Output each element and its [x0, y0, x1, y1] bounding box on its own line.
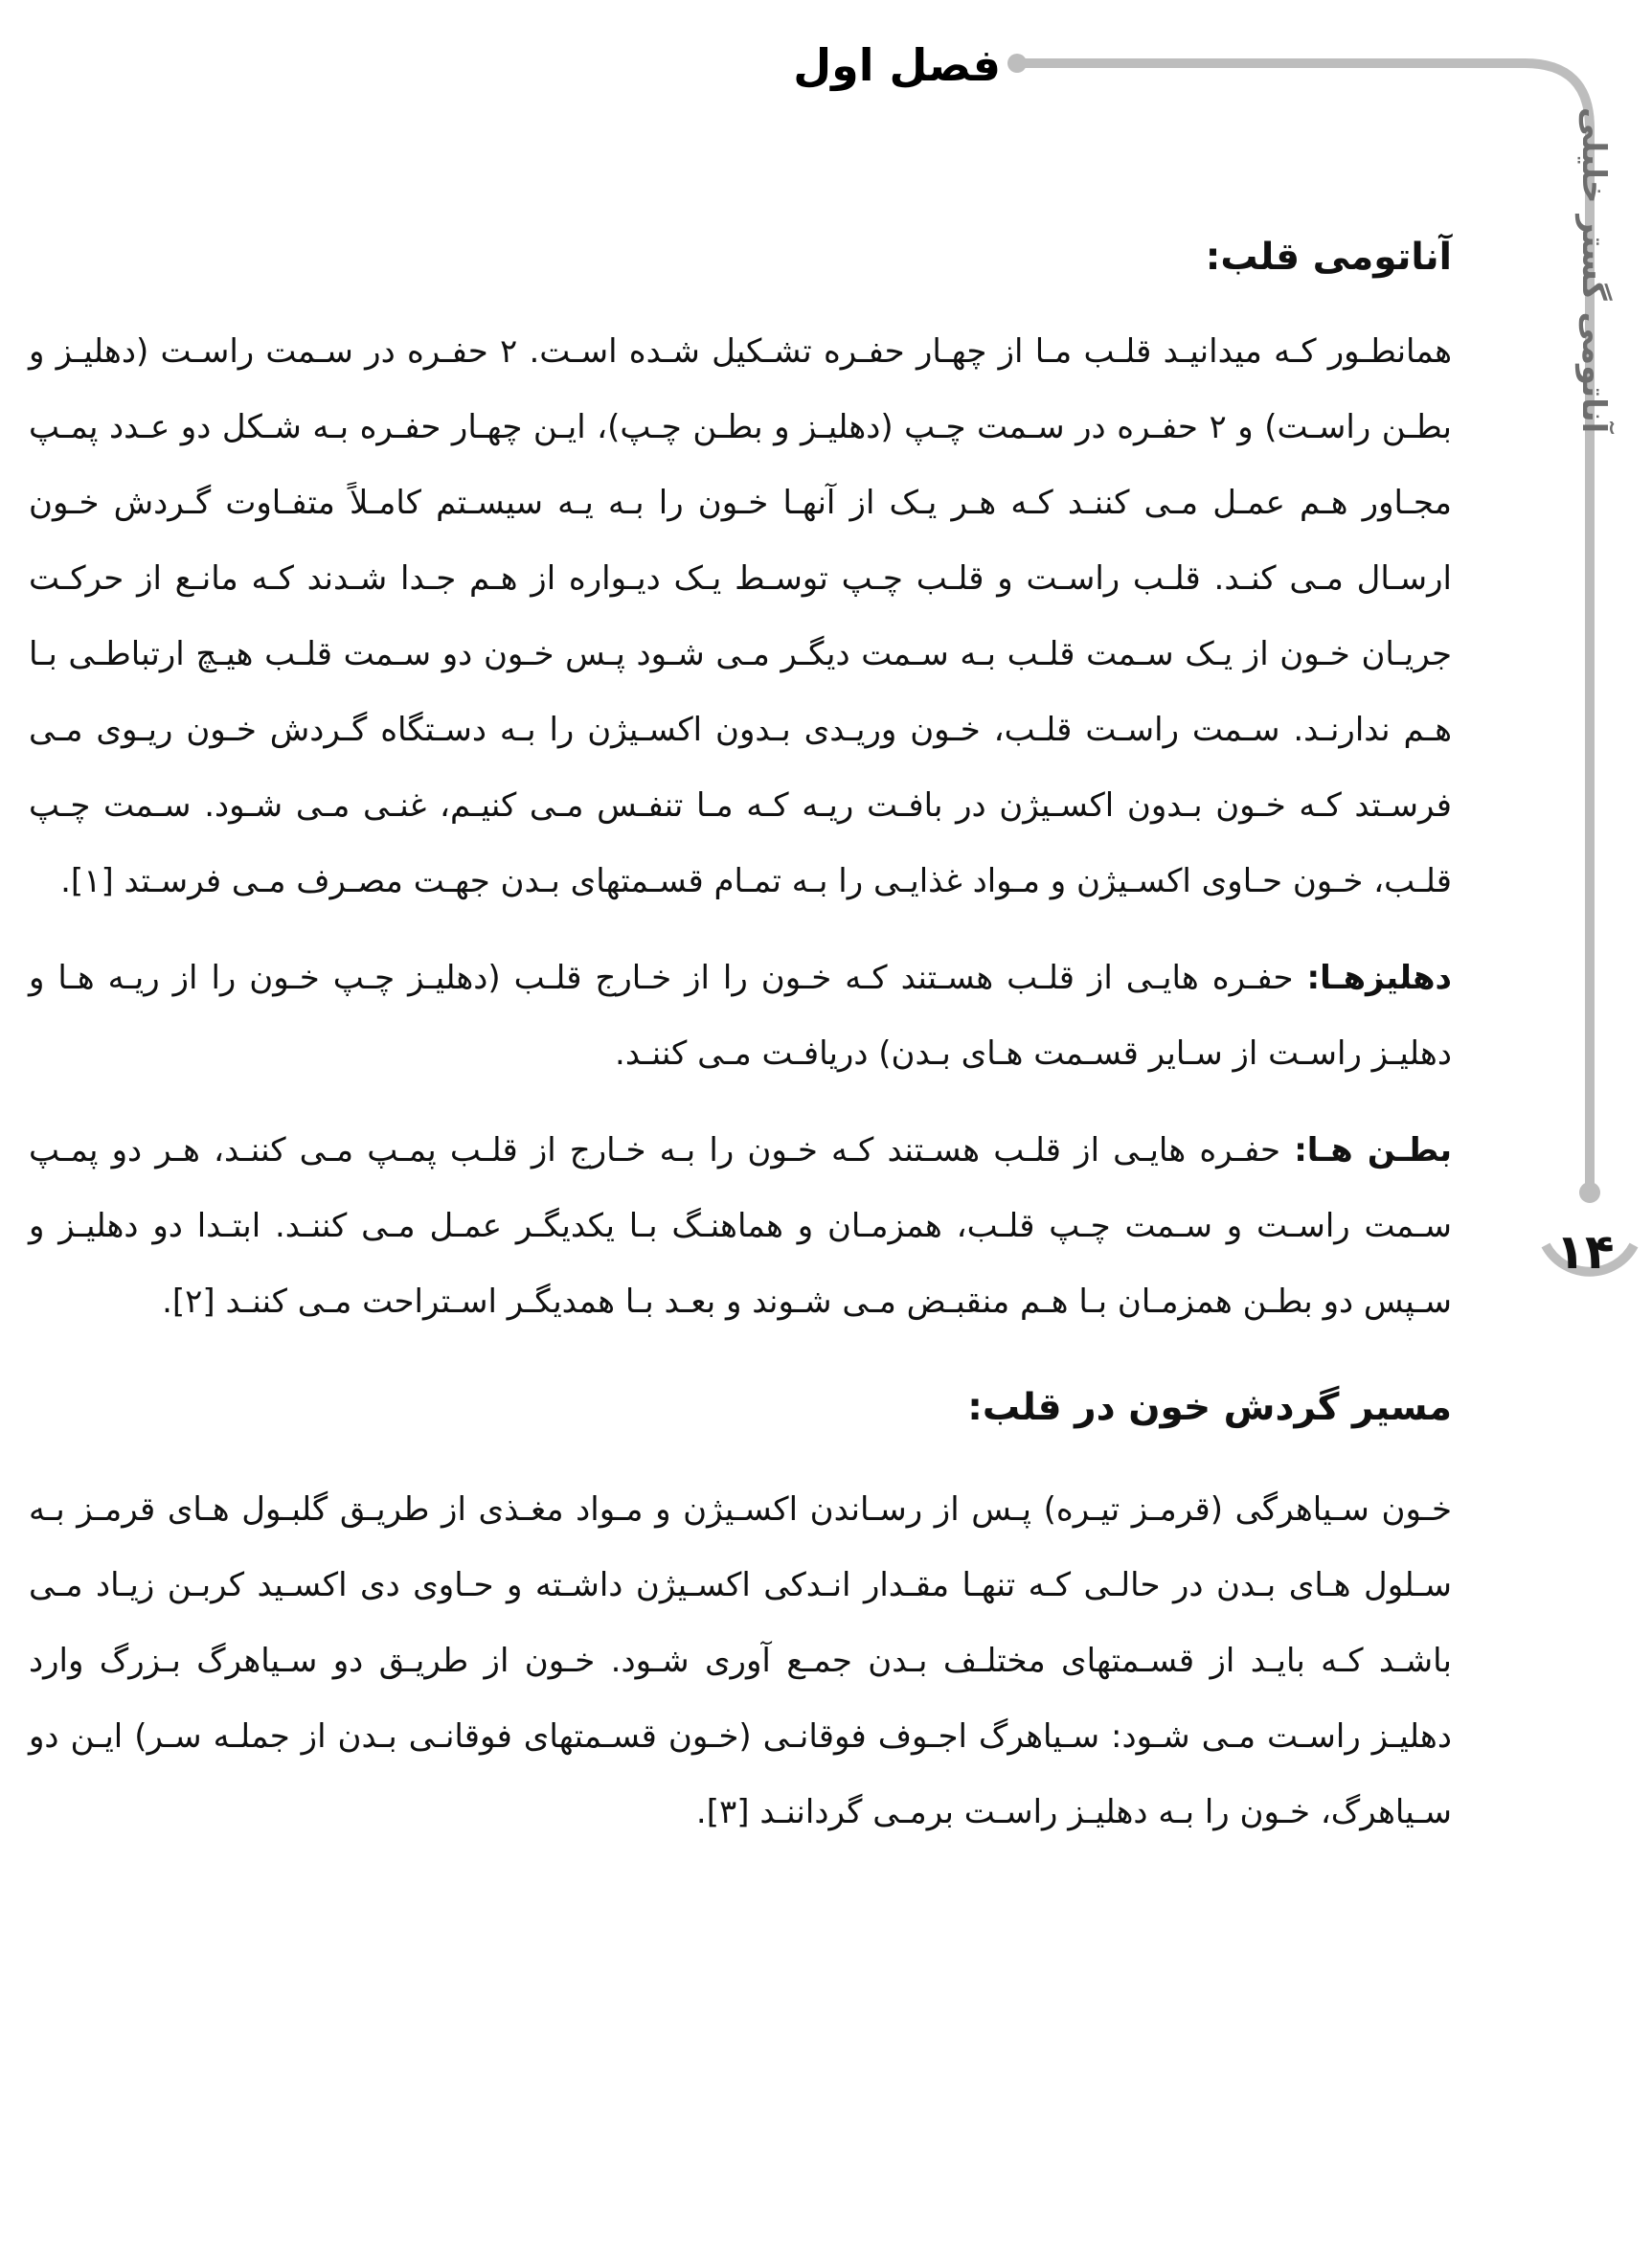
term-atria: دهلیزهـا: — [1306, 959, 1452, 997]
side-rail-dot — [1579, 1182, 1600, 1203]
section-heading-blood-circulation: مسیر گردش خون در قلب: — [967, 1386, 1452, 1429]
page-content — [29, 218, 1452, 1851]
paragraph-ventricles — [29, 1113, 1452, 1340]
definition-atria: حفـره هایـی از قلـب هسـتند کـه خـون را از خـارج قلـب (دهلیـز چـپ خـون را از ریـه هـا و دهلیـز راسـت از سـایر قسـمت هـای بـدن) دریافـت مـی کننـد. — [29, 959, 1452, 1073]
running-book-title: آناتومی گستر خلیلی — [1574, 106, 1613, 433]
paragraph-blood-circulation: خـون سـیاهرگی (قرمـز تیـره) پـس از رسـاندن اکسـیژن و مـواد مغـذی از طریـق گلبـول هـای قرمـز بـه سـلول هـای بـدن در حالـی کـه تنهـا مقـدار انـدکی اکسـیژن داشـته و حـاوی دی اکسـید کربـن زیـاد مـی باشـد کـه بایـد از قسـمتهای مختلـف بـدن جمـع آوری شـود. خـون از طریـق دو سـیاهرگ بـزرگ وارد دهلیـز راسـت مـی شـود: سـیاهرگ اجـوف فوقانـی (خـون قسـمتهای فوقانـی بـدن از جملـه سـر) ایـن دو سـیاهرگ، خـون را بـه دهلیـز راسـت برمـی گرداننـد [۳]. — [29, 1490, 1452, 1831]
definition-ventricles: حفـره هایـی از قلـب هسـتند کـه خـون را بـه خـارج از قلـب پمـپ مـی کننـد، هـر دو پمـپ سـمت راسـت و سـمت چـپ قلـب، همزمـان و هماهنـگ بـا یکدیگـر عمـل مـی کننـد. ابتـدا دو دهلیـز و سـپس دو بطـن همزمـان بـا هـم منقبـض مـی شـوند و بعـد بـا همدیگـر اسـتراحت مـی کننـد [۲]. — [29, 1131, 1452, 1321]
term-ventricles: بطـن هـا: — [1294, 1131, 1452, 1169]
paragraph-atria — [29, 941, 1452, 1092]
page-number: ۱۴ — [1555, 1224, 1615, 1280]
section-heading-heart-anatomy: آناتومی قلب: — [1205, 236, 1452, 279]
chapter-title: فصل اول — [793, 39, 1001, 91]
header-rail-dot — [1007, 54, 1027, 73]
paragraph-heart-anatomy: همانطـور کـه میدانیـد قلـب مـا از چهـار حفـره تشـکیل شـده اسـت. ۲ حفـره در سـمت راسـت (دهلیـز و بطـن راسـت) و ۲ حفـره در سـمت چـپ (دهلیـز و بطـن چـپ)، ایـن چهـار حفـره بـه شـکل دو عـدد پمـپ مجـاور هـم عمـل مـی کننـد کـه هـر یـک از آنهـا خـون را بـه یـه سیسـتم کامـلاً متفـاوت گـردش خـون ارسـال مـی کنـد. قلـب راسـت و قلـب چـپ توسـط یـک دیـواره از هـم جـدا شـدند کـه مانـع از حرکـت جریـان خـون از یـک سـمت قلـب بـه سـمت دیگـر مـی شـود پـس خـون دو سـمت قلـب هیـچ ارتباطـی بـا هـم ندارنـد. سـمت راسـت قلـب، خـون وریـدی بـدون اکسـیژن را بـه دسـتگاه گـردش خـون ریـوی مـی فرسـتد کـه خـون بـدون اکسـیژن در بافـت ریـه کـه مـا تنفـس مـی کنیـم، غنـی مـی شـود. سـمت چـپ قلـب، خـون حـاوی اکسـیژن و مـواد غذایـی را بـه تمـام قسـمتهای بـدن جهـت مصـرف مـی فرسـتد [۱]. — [29, 332, 1453, 900]
